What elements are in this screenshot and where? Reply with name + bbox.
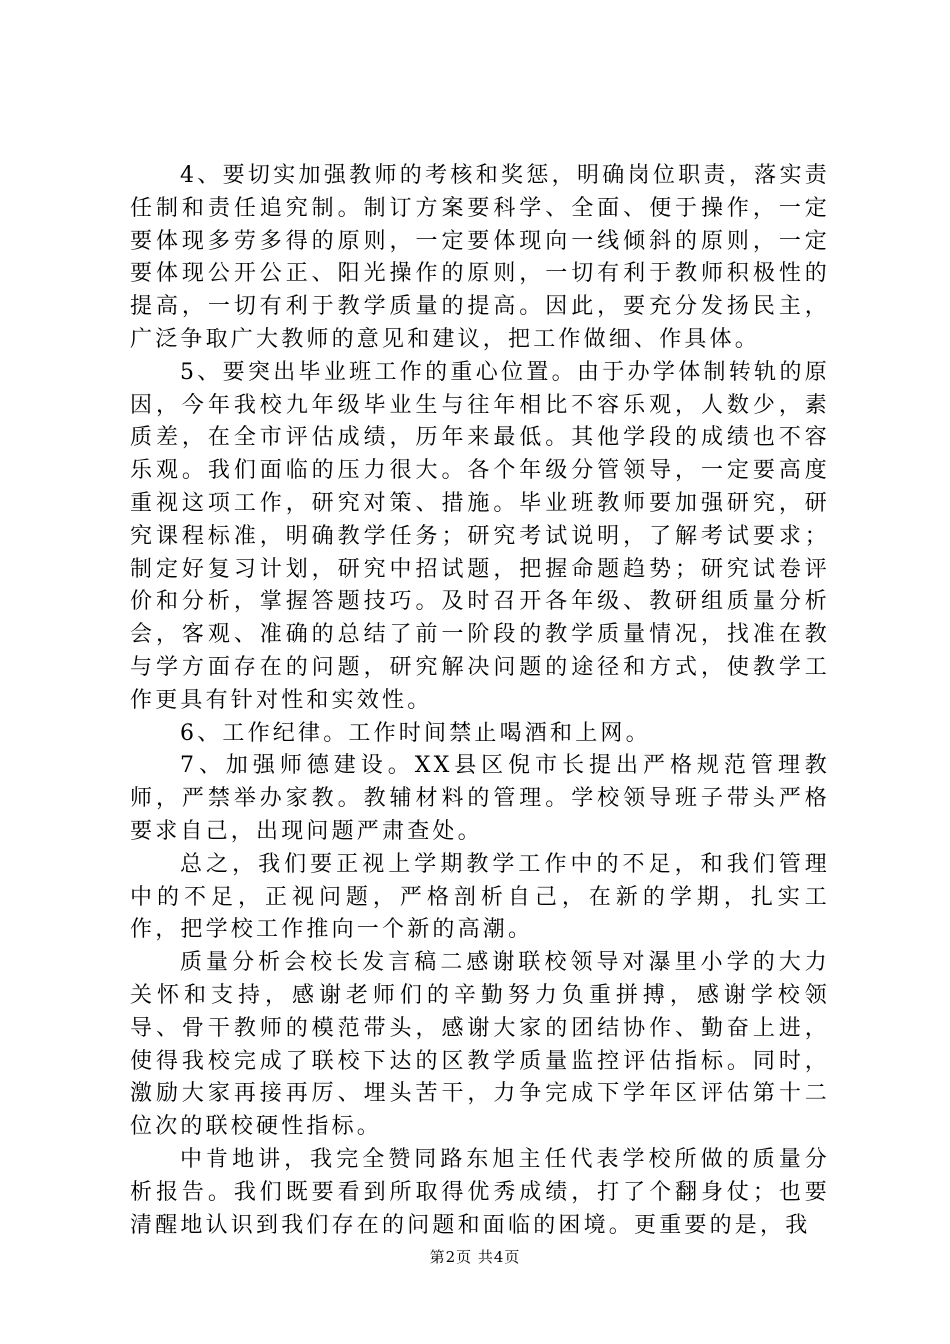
paragraph-speech-two-intro: 质量分析会校长发言稿二感谢联校领导对瀑里小学的大力关怀和支持，感谢老师们的辛勤努力负重拼搏，感谢学校领导、骨干教师的模范带头，感谢大家的团结协作、勤奋上进，使得我校完成了联校下达的区教学质量监控评估指标。同时，激励大家再接再厉、埋头苦干，力争完成下学年区评估第十二位次的联校硬性指标。 [130,950,830,1140]
paragraph-item-5-graduating-class: 5、要突出毕业班工作的重心位置。由于办学体制转轨的原因，今年我校九年级毕业生与往年相比不容乐观，人数少，素质差，在全市评估成绩，历年来最低。其他学段的成绩也不容乐观。我们面临的压力很大。各个年级分管领导，一定要高度重视这项工作，研究对策、措施。毕业班教师要加强研究，研究课程标准，明确教学任务；研究考试说明，了解考试要求；制定好复习计划，研究中招试题，把握命题趋势；研究试卷评价和分析，掌握答题技巧。及时召开各年级、教研组质量分析会，客观、准确的总结了前一阶段的教学质量情况，找准在教与学方面存在的问题，研究解决问题的途径和方式，使教学工作更具有针对性和实效性。 [130,359,830,713]
paragraph-summary: 总之，我们要正视上学期教学工作中的不足，和我们管理中的不足，正视问题，严格剖析自己，在新的学期，扎实工作，把学校工作推向一个新的高潮。 [130,851,830,943]
page-number-footer: 第2页 共4页 [429,1248,521,1266]
paragraph-item-4-assessment: 4、要切实加强教师的考核和奖惩，明确岗位职责，落实责任制和责任追究制。制订方案要科学、全面、便于操作，一定要体现多劳多得的原则，一定要体现向一线倾斜的原则，一定要体现公开公正、阳光操作的原则，一切有利于教师积极性的提高，一切有利于教学质量的提高。因此，要充分发扬民主，广泛争取广大教师的意见和建议，把工作做细、作具体。 [130,163,830,352]
body-text [130,160,830,1242]
paragraph-item-7-teacher-ethics: 7、加强师德建设。XX县区倪市长提出严格规范管理教师，严禁举办家教。教辅材料的管理。学校领导班子带头严格要求自己，出现问题严肃查处。 [130,753,830,844]
paragraph-item-6-work-discipline: 6、工作纪律。工作时间禁止喝酒和上网。 [180,720,651,746]
paragraph-speech-two-body: 中肯地讲，我完全赞同路东旭主任代表学校所做的质量分析报告。我们既要看到所取得优秀成绩，打了个翻身仗；也要清醒地认识到我们存在的问题和面临的困境。更重要的是，我 [130,1146,830,1238]
